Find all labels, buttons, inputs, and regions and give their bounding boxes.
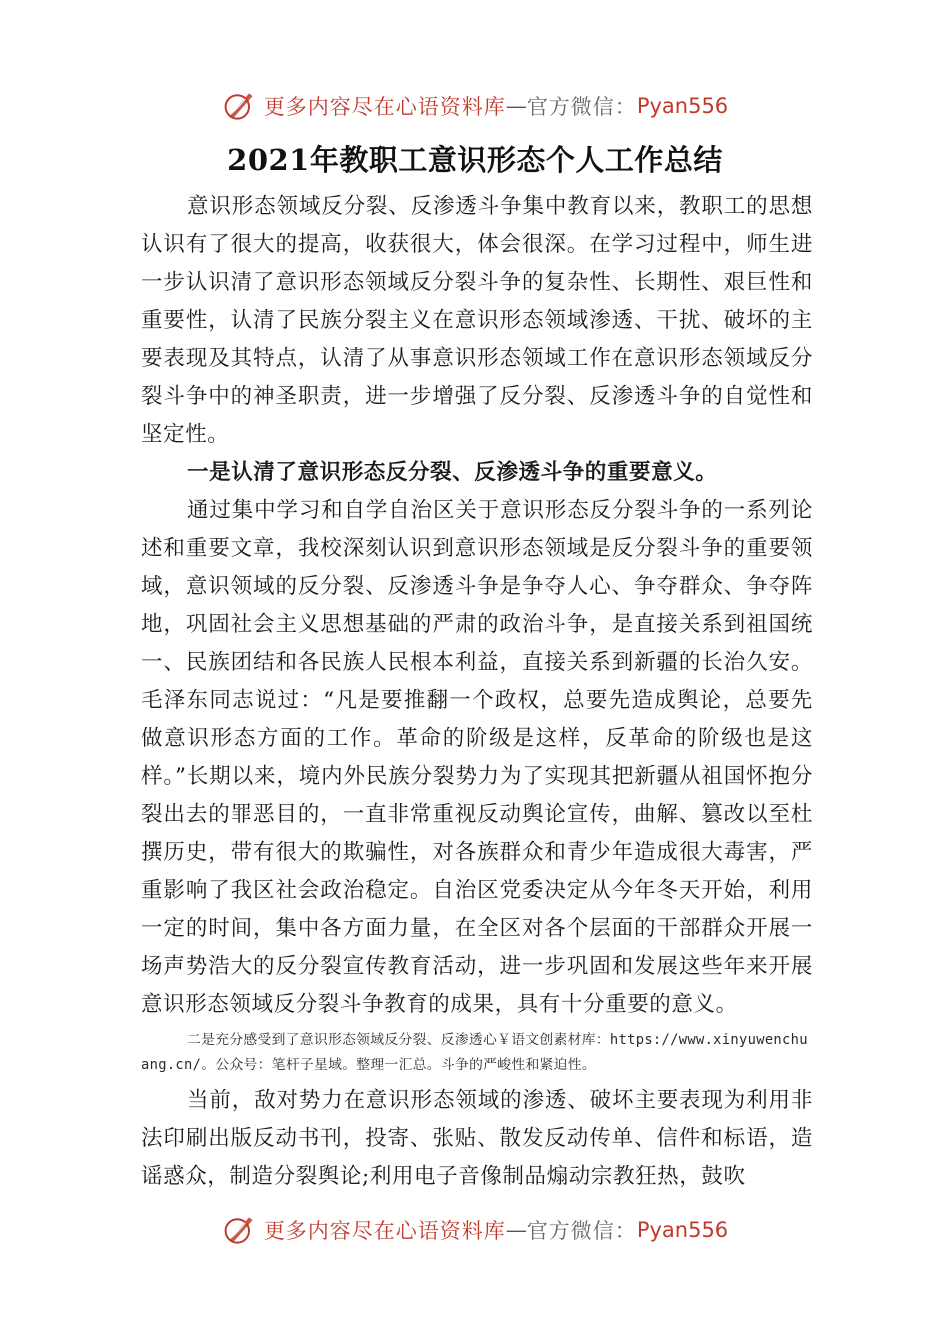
footer-banner bbox=[0, 1208, 950, 1252]
paragraph-current: 当前，敌对势力在意识形态领域的渗透、破坏主要表现为利用非法印刷出版反动书刊，投寄、张贴、散发反动传单、信件和标语，造谣惑众，制造分裂舆论;利用电子音像制品煽动宗教狂热，鼓吹 bbox=[141, 1088, 813, 1189]
paragraph-significance: 通过集中学习和自学自治区关于意识形态反分裂斗争的一系列论述和重要文章，我校深刻认识到意识形态领域是反分裂斗争的重要领域，意识领域的反分裂、反渗透斗争是争夺人心、争夺群众、争夺阵地，巩固社会主义思想基础的严肃的政治斗争，是直接关系到祖国统一、民族团结和各民族人民根本利益，直接关系到新疆的长治久安。毛泽东同志说过：“凡是要推翻一个政权，总要先造成舆论，总要先做意识形态方面的工作。革命的阶级是这样，反革命的阶级也是这样。”长期以来，境内外民族分裂势力为了实现其把新疆从祖国怀抱分裂出去的罪恶目的，一直非常重视反动舆论宣传，曲解、篡改以至杜撰历史，带有很大的欺骗性，对各族群众和青少年造成很大毒害，严重影响了我区社会政治稳定。自治区党委决定从今年冬天开始，利用一定的时间，集中各方面力量，在全区对各个层面的干部群众开展一场声势浩大的反分裂宣传教育活动，进一步巩固和发展这些年来开展意识形态领域反分裂斗争教育的成果，具有十分重要的意义。 bbox=[141, 498, 813, 1017]
banner-library-text: 更多内容尽在心语资料库 bbox=[263, 1219, 506, 1243]
banner-wechat-id: Pyan556 bbox=[636, 94, 729, 118]
banner-wechat-id: Pyan556 bbox=[636, 1218, 729, 1242]
banner-dash: — bbox=[505, 94, 527, 118]
banner-dash: — bbox=[505, 1218, 527, 1242]
header-banner bbox=[0, 84, 950, 128]
banner-wechat-label: 官方微信： bbox=[526, 1219, 637, 1243]
page-title: 2021年教职工意识形态个人工作总结 bbox=[227, 143, 723, 177]
quill-logo-icon bbox=[222, 88, 258, 124]
paragraph-intro: 意识形态领域反分裂、反渗透斗争集中教育以来，教职工的思想认识有了很大的提高，收获很大，体会很深。在学习过程中，师生进一步认识清了意识形态领域反分裂斗争的复杂性、长期性、艰巨性和重要性，认清了民族分裂主义在意识形态领域渗透、干扰、破坏的主要表现及其特点，认清了从事意识形态领域工作在意识形态领域反分裂斗争中的神圣职责，进一步增强了反分裂、反渗透斗争的自觉性和坚定性。 bbox=[141, 194, 813, 447]
document-body bbox=[141, 188, 813, 1196]
banner-library-text: 更多内容尽在心语资料库 bbox=[263, 95, 506, 119]
watermark-note: 二是充分感受到了意识形态领域反分裂、反渗透心￥语文创素材库：https://www.xinyuwenchuang.cn/。公众号：笔杆子星域。整理一汇总。斗争的严峻性和紧迫性。 bbox=[141, 1032, 808, 1073]
quill-logo-icon bbox=[222, 1212, 258, 1248]
banner-wechat-label: 官方微信： bbox=[526, 95, 637, 119]
section-heading-1: 一是认清了意识形态反分裂、反渗透斗争的重要意义。 bbox=[187, 460, 718, 485]
